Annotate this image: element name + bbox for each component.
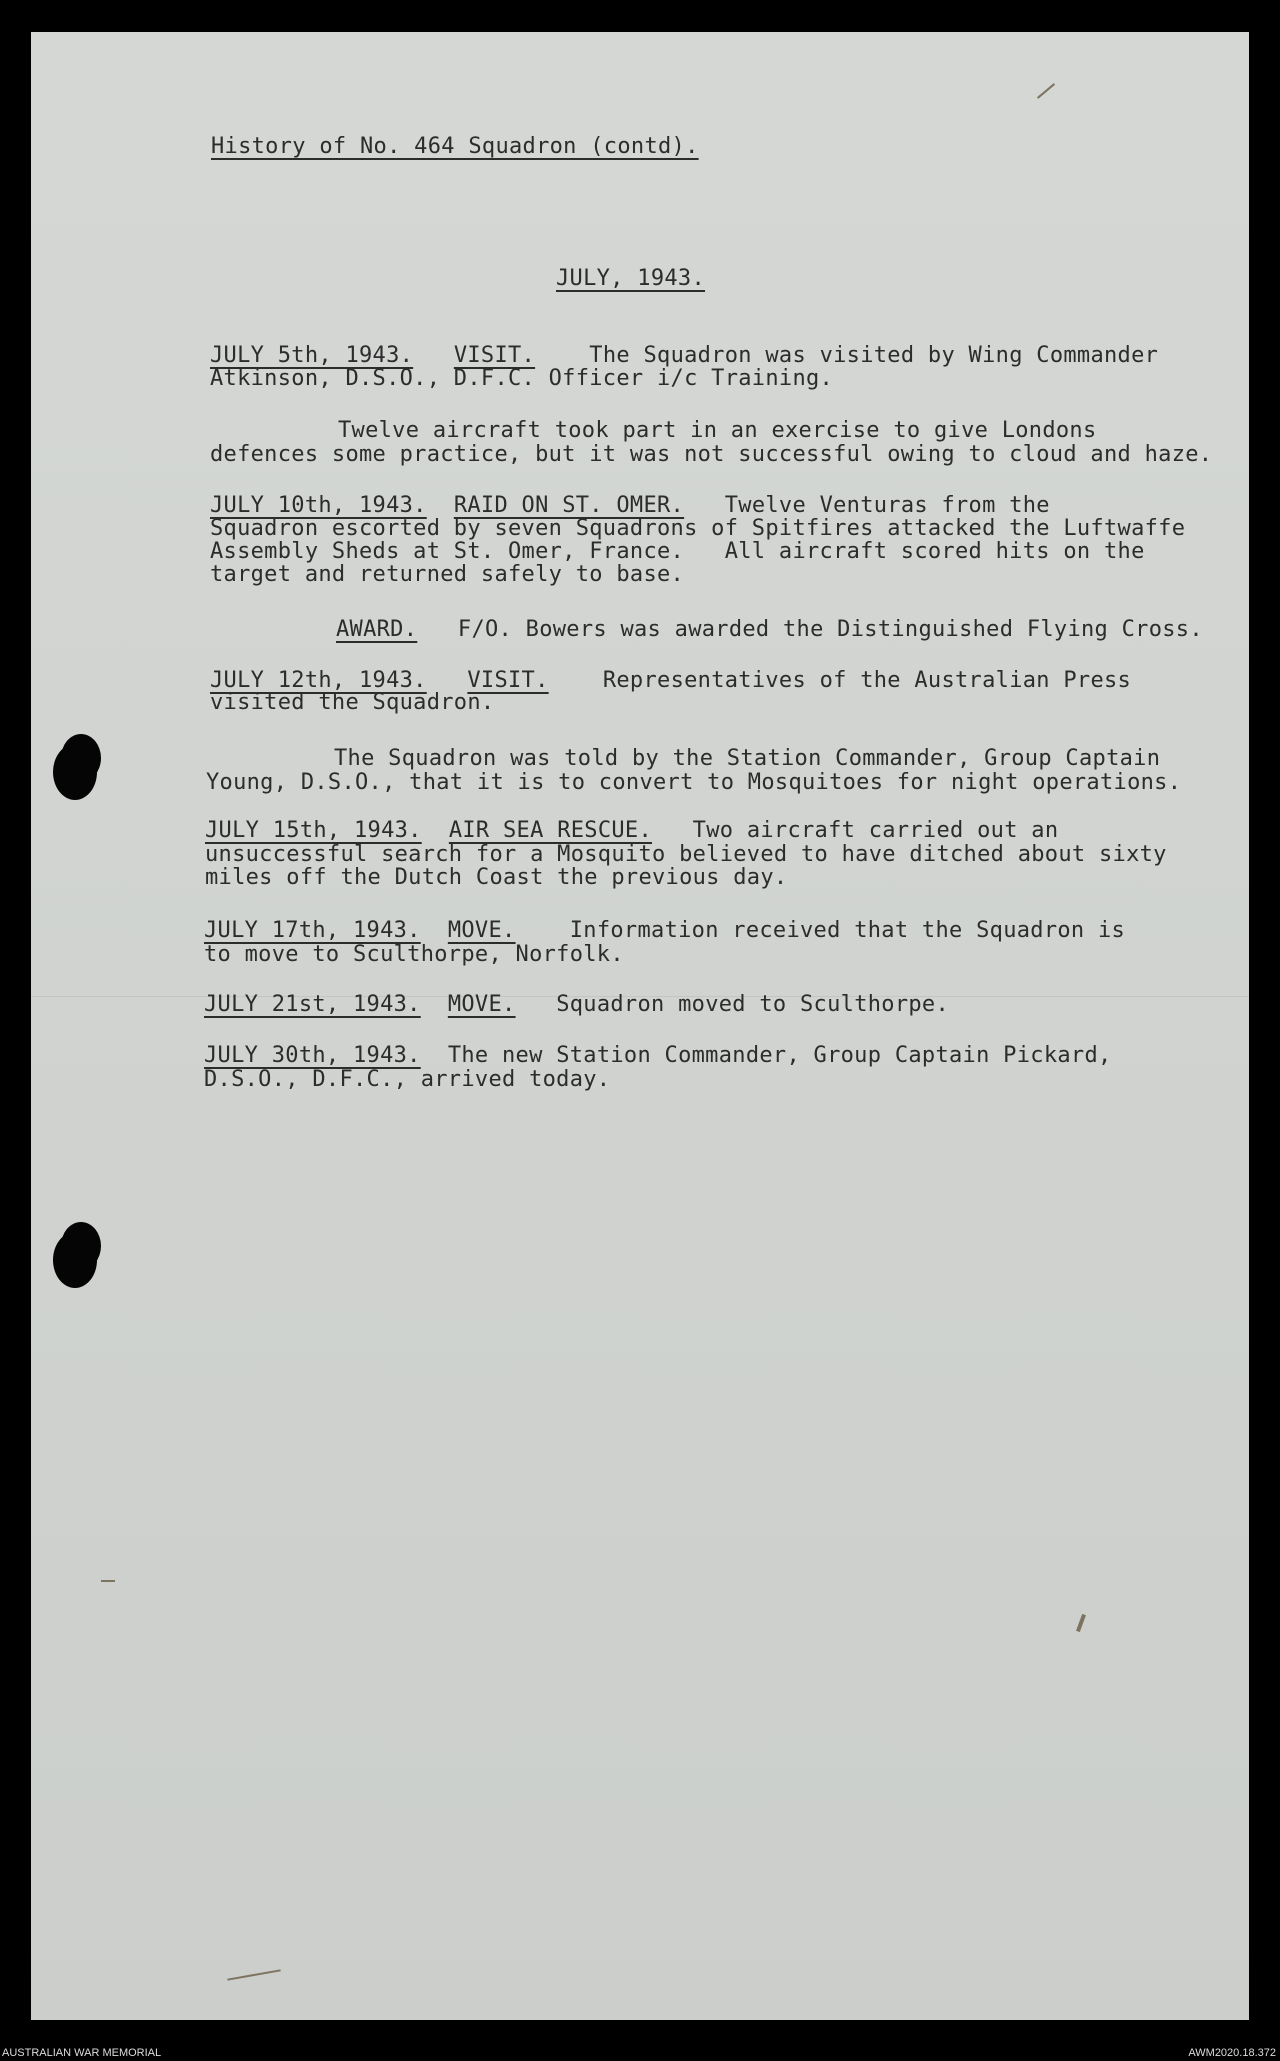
entry-text: Atkinson, D.S.O., D.F.C. Officer i/c Training. — [210, 366, 834, 391]
entry-july-15 — [205, 818, 1058, 843]
entry-category: MOVE. — [447, 918, 516, 943]
footer-reference-number: AWM2020.18.372 — [1188, 2047, 1276, 2059]
entry-text: Twelve Venturas from the — [724, 493, 1050, 518]
entry-category: MOVE. — [447, 992, 516, 1017]
entry-july-21 — [204, 992, 949, 1017]
entry-text: target and returned safely to base. — [210, 562, 685, 587]
entry-date: JULY 12th, 1943. — [210, 668, 427, 693]
paper-mark — [227, 1969, 281, 1980]
entry-text: Assembly Sheds at St. Omer, France. All aircraft scored hits on the — [210, 539, 1145, 564]
entry-text: Two aircraft carried out an — [692, 818, 1059, 843]
entry-july-10 — [210, 493, 1050, 518]
entry-category: AWARD. — [336, 617, 418, 642]
entry-award — [336, 617, 1203, 642]
entry-text: unsuccessful search for a Mosquito believed to have ditched about sixty — [205, 842, 1167, 867]
entry-text: visited the Squadron. — [210, 690, 495, 715]
entry-category: VISIT. — [467, 668, 549, 693]
entry-text: Young, D.S.O., that it is to convert to Mosquitoes for night operations. — [206, 770, 1182, 795]
paper-mark — [1076, 1614, 1086, 1632]
entry-date: JULY 30th, 1943. — [204, 1043, 421, 1068]
entry-category: RAID ON ST. OMER. — [453, 493, 685, 518]
entry-date: JULY 15th, 1943. — [205, 818, 422, 843]
entry-category: AIR SEA RESCUE. — [448, 818, 653, 843]
paper-mark — [101, 1580, 115, 1582]
entry-text: defences some practice, but it was not successful owing to cloud and haze. — [210, 442, 1213, 467]
entry-july-5 — [210, 343, 1158, 368]
punch-hole — [53, 744, 97, 800]
paper-mark — [1037, 83, 1055, 99]
entry-july-17 — [204, 918, 1125, 943]
entry-text: The Squadron was told by the Station Commander, Group Captain — [334, 746, 1161, 771]
document-page — [31, 32, 1249, 2020]
entry-date: JULY 10th, 1943. — [210, 493, 427, 518]
entry-text: to move to Sculthorpe, Norfolk. — [204, 942, 624, 967]
entry-text: The new Station Commander, Group Captain Pickard, — [447, 1043, 1112, 1068]
entry-text: Squadron moved to Sculthorpe. — [556, 992, 950, 1017]
entry-text: Information received that the Squadron is — [569, 918, 1126, 943]
entry-date: JULY 17th, 1943. — [204, 918, 421, 943]
entry-category: VISIT. — [453, 343, 536, 368]
entry-text: Representatives of the Australian Press — [602, 668, 1132, 693]
month-title: JULY, 1943. — [556, 266, 705, 291]
entry-text: miles off the Dutch Coast the previous day. — [205, 865, 788, 890]
footer-archive-name: AUSTRALIAN WAR MEMORIAL — [2, 2047, 162, 2059]
entry-date: JULY 5th, 1943. — [210, 343, 414, 368]
punch-hole — [53, 1232, 97, 1288]
document-header: History of No. 464 Squadron (contd). — [211, 134, 699, 159]
entry-text: Squadron escorted by seven Squadrons of Spitfires attacked the Luftwaffe — [210, 516, 1186, 541]
entry-date: JULY 21st, 1943. — [204, 992, 421, 1017]
entry-text: The Squadron was visited by Wing Commander — [589, 343, 1159, 368]
entry-text: D.S.O., D.F.C., arrived today. — [204, 1067, 611, 1092]
entry-text: F/O. Bowers was awarded the Distinguished Flying Cross. — [457, 617, 1203, 642]
entry-july-30 — [204, 1043, 1112, 1068]
entry-text: Twelve aircraft took part in an exercise to give Londons — [338, 418, 1097, 443]
